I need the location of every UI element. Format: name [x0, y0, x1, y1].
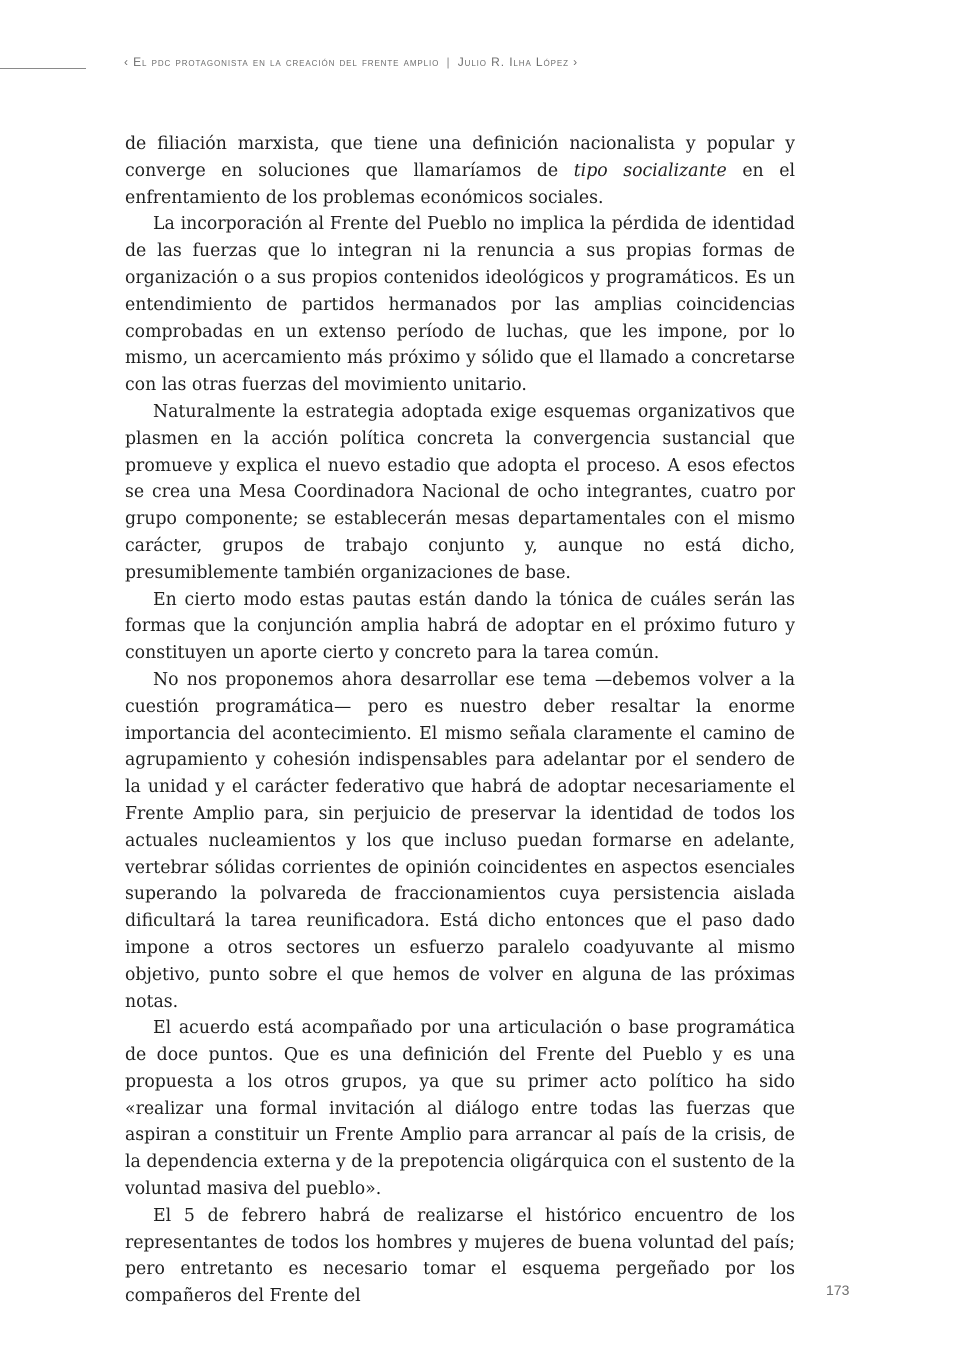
paragraph-continued [125, 131, 795, 211]
header-rule [0, 68, 86, 69]
header-book-title: El pdc protagonista en la creación del frente amplio [133, 55, 440, 69]
paragraph: El acuerdo está acompañado por una articulación o base programática de doce puntos. Que es una definición del Frente del Pueblo y es una propuesta a los otros grupos, ya que su primer acto político ha sido «realizar una formal invitación al diálogo entre todas las fuerzas que aspiran a constituir un Frente Amplio para arrancar al país de la crisis, de la dependencia externa y de la prepotencia oligárquica con el sustento de la voluntad masiva del pueblo». [125, 1018, 795, 1200]
page-number: 173 [826, 1282, 850, 1298]
paragraph-emphasis: tipo socializante [573, 160, 727, 181]
header-author: Julio R. Ilha López [457, 55, 569, 69]
body-text [125, 131, 795, 1310]
paragraph: La incorporación al Frente del Pueblo no implica la pérdida de identidad de las fuerzas que lo integran ni la renuncia a sus propias formas de organización o a sus propios contenidos ideológicos y programáticos. Es un entendimiento de partidos hermanados por las amplias coincidencias comprobadas en un extenso período de luchas, que les impone, por lo mismo, un acercamiento más próximo y sólido que el llamado a concretarse con las otras fuerzas del movimiento unitario. [125, 214, 795, 396]
header-close-mark: › [573, 55, 579, 69]
paragraph-text: de filiación marxista, que tiene una definición nacionalista y popular y converge en soluciones que llamaríamos de [125, 134, 795, 181]
paragraph: No nos proponemos ahora desarrollar ese tema —debemos volver a la cuestión programática— pero es nuestro deber resaltar la enorme importancia del acontecimiento. El mismo señala claramente el camino de agrupamiento y cohesión indispensables para adelantar por el sendero de la unidad y el carácter federativo que habrá de adoptar necesariamente el Frente Amplio para, sin perjuicio de preservar la identidad de todos los actuales nucleamientos y los que incluso puedan formarse en adelante, vertebrar sólidas corrientes de opinión coincidentes en aspectos esenciales superando la polvareda de fraccionamientos cuya persistencia aislada dificultará la tarea reunificadora. Está dicho entonces que el paso dado impone a otros sectores un esfuerzo paralelo coadyuvante al mismo objetivo, punto sobre el que hemos de volver en alguna de las próximas notas. [125, 669, 795, 1012]
header-open-mark: ‹ [124, 55, 129, 69]
header-separator: | [446, 55, 451, 69]
paragraph: En cierto modo estas pautas están dando la tónica de cuáles serán las formas que la conjunción amplia habrá de adoptar en el próximo futuro y constituyen un aporte cierto y concreto para la tarea común. [125, 589, 795, 664]
paragraph-text: en el enfrentamiento de los problemas económicos sociales. [125, 160, 795, 208]
running-header [124, 55, 824, 69]
paragraph: El 5 de febrero habrá de realizarse el histórico encuentro de los representantes de todos los hombres y mujeres de buena voluntad del país; pero entretanto es necesario tomar el esquema pergeñado por los compañeros del Frente del [125, 1205, 795, 1307]
paragraph: Naturalmente la estrategia adoptada exige esquemas organizativos que plasmen en la acción política concreta la convergencia sustancial que promueve y explica el nuevo estadio que adopta el proceso. A esos efectos se crea una Mesa Coordinadora Nacional de ocho integrantes, cuatro por grupo componente; se establecerán mesas departamentales con el mismo carácter, grupos de trabajo conjunto y, aunque no está dicho, presumiblemente también organizaciones de base. [125, 401, 795, 583]
